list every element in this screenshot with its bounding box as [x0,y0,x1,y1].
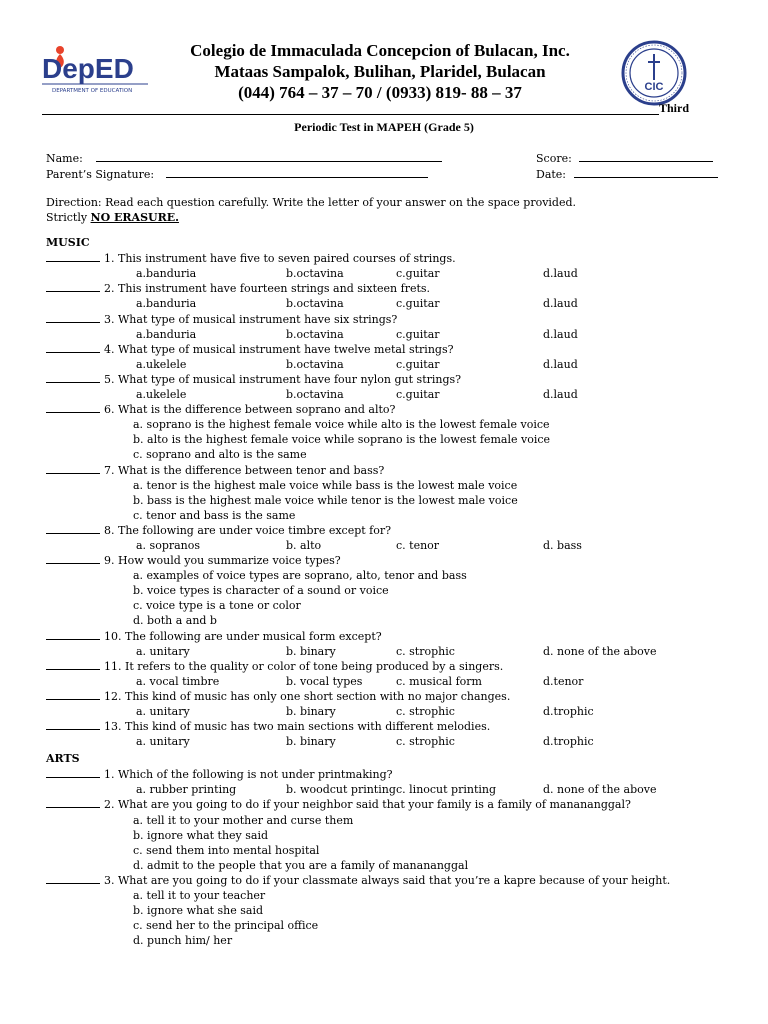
question-item [46,402,736,417]
score-line[interactable] [579,150,713,162]
svg-text:CIC: CIC [644,81,664,93]
choice-option: b.octavina [286,388,344,402]
choice-option: d. none of the above [543,783,657,797]
choice-option: d.tenor [543,674,584,688]
choice-option: b. binary [286,705,336,718]
question-text: 8. The following are under voice timbre except for? [104,523,392,537]
question-text: 6. What is the difference between soprano and alto? [104,403,396,417]
choice-option: a.banduria [136,327,197,341]
choice-option: b. vocal types [286,674,363,688]
answer-blank[interactable] [46,689,100,700]
choice-option: b. alto [286,538,322,552]
question-item [46,689,736,704]
choice-option: d. none of the above [543,644,657,658]
choice-row [46,538,736,553]
answer-blank[interactable] [46,342,100,353]
question-text: 7. What is the difference between tenor and bass? [104,463,385,477]
name-line[interactable] [96,150,442,162]
test-title: Periodic Test in MAPEH (Grade 5) [294,120,474,134]
choice-option: a. tell it to your mother and curse them [133,813,354,827]
quarter-label: Third [659,101,690,115]
choice-option: d.laud [543,267,578,281]
score-label: Score: [536,152,572,165]
parent-signature-field[interactable] [46,166,428,182]
direction-strict [46,210,736,225]
answer-blank[interactable] [46,281,100,292]
parent-signature-label: Parent’s Signature: [46,168,155,181]
answer-blank[interactable] [46,873,100,884]
choice-option: a.ukelele [136,388,187,402]
choice-row [46,644,736,659]
question-text: 1. Which of the following is not under printmaking? [104,768,393,782]
choice-option: c.guitar [396,267,440,281]
answer-blank[interactable] [46,719,100,730]
test-body [46,150,736,948]
name-score-row [46,150,736,166]
question-text: 3. What type of musical instrument have six strings? [104,312,398,326]
choice-row [46,327,736,342]
question-item [46,797,736,812]
question-item [46,251,736,266]
question-text: 2. What are you going to do if your neighbor said that your family is a family of manananggal? [104,798,631,812]
choice-option: c. strophic [396,644,455,658]
choice-option: c. send her to the principal office [133,919,319,933]
choice-option: b.octavina [286,297,344,311]
directions [46,195,736,225]
choice-option: c. strophic [396,735,455,749]
svg-text:DepED: DepED [42,53,134,84]
choice-option: b.octavina [286,327,344,341]
answer-blank[interactable] [46,312,100,323]
choice-option: d.laud [543,357,578,371]
question-text: 13. This kind of music has two main sections with different melodies. [104,720,491,734]
choice-option: b. ignore what they said [133,828,269,842]
choice-option: d.trophic [543,705,594,718]
choice-option: a. vocal timbre [136,674,220,688]
choice-option: c. strophic [396,705,455,718]
choice-option: a. examples of voice types are soprano, alto, tenor and bass [133,569,467,583]
arts-section-title: ARTS [46,752,80,766]
svg-text:DEPARTMENT OF EDUCATION: DEPARTMENT OF EDUCATION [52,88,133,94]
question-text: 11. It refers to the quality or color of tone being produced by a singers. [104,659,504,673]
question-text: 10. The following are under musical form except? [104,629,382,643]
choice-option: c. soprano and alto is the same [133,448,307,462]
choice-option: a.ukelele [136,357,187,371]
question-text: 9. How would you summarize voice types? [104,554,341,568]
document-header [0,0,768,134]
question-item [46,281,736,296]
question-text: 4. What type of musical instrument have twelve metal strings? [104,342,454,356]
question-item [46,659,736,674]
question-item [46,629,736,644]
choice-option: c. musical form [396,674,482,688]
answer-blank[interactable] [46,797,100,808]
choice-option: a. tell it to your teacher [133,889,266,903]
choice-option: b. alto is the highest female voice while soprano is the lowest female voice [133,433,551,447]
choice-option: b. binary [286,644,336,658]
choice-row [46,357,736,372]
question-item [46,767,736,782]
choice-option: d. both a and b [133,614,217,628]
choice-option: a. soprano is the highest female voice while alto is the lowest female voice [133,418,550,432]
score-field[interactable] [536,150,713,166]
choice-option: c.guitar [396,327,440,341]
choice-row [46,296,736,311]
choice-option: c.guitar [396,297,440,311]
question-text: 5. What type of musical instrument have four nylon gut strings? [104,372,462,386]
question-text: 3. What are you going to do if your classmate always said that you’re a kapre because of your height. [104,873,671,887]
choice-option: b. voice types is character of a sound or voice [133,584,389,598]
header-rule [42,114,659,115]
choice-option: b.octavina [286,267,344,281]
choice-option: d.trophic [543,735,594,749]
choice-option: d. admit to the people that you are a family of manananggal [133,858,469,872]
name-field[interactable] [46,150,442,166]
answer-blank[interactable] [46,372,100,383]
choice-option: b. binary [286,735,336,749]
answer-blank[interactable] [46,523,100,534]
choice-row [46,734,736,749]
music-questions [46,251,736,749]
question-text: 12. This kind of music has only one short section with no major changes. [104,689,511,703]
school-info [160,40,600,103]
question-item [46,312,736,327]
arts-questions [46,767,736,948]
choice-option: a.banduria [136,297,197,311]
question-item [46,372,736,387]
no-erasure-label: NO ERASURE. [90,211,179,225]
choice-option: a. unitary [136,735,190,749]
choice-option: c. tenor and bass is the same [133,508,296,522]
choice-row [46,387,736,402]
choice-option: b. ignore what she said [133,904,264,918]
choice-row [46,782,736,797]
choice-option: c. tenor [396,538,440,552]
date-field[interactable] [536,166,718,182]
question-item [46,463,736,478]
choice-option: a. unitary [136,705,190,718]
choice-option: d. punch him/ her [133,934,233,948]
question-text: 2. This instrument have fourteen strings and sixteen frets. [104,282,431,296]
choice-option: c. voice type is a tone or color [133,599,301,613]
choice-option: a. tenor is the highest male voice while bass is the lowest male voice [133,478,518,492]
question-item [46,523,736,538]
choice-option: c.guitar [396,357,440,371]
choice-option: c.guitar [396,388,440,402]
choice-option: a. sopranos [136,538,201,552]
question-item [46,342,736,357]
choice-option: b.octavina [286,357,344,371]
choice-row [46,266,736,281]
name-label: Name: [46,152,83,165]
school-name: Colegio de Immaculada Concepcion of Bulacan, Inc. [190,41,570,60]
choice-option: b. woodcut printing [286,783,396,797]
question-item [46,553,736,568]
question-text: 1. This instrument have five to seven paired courses of strings. [104,252,456,266]
parent-signature-line[interactable] [166,166,428,178]
question-item [46,873,736,888]
date-line[interactable] [574,166,718,178]
school-phone: (044) 764 – 37 – 70 / (0933) 819- 88 – 37 [238,83,522,102]
question-item [46,719,736,734]
choice-option: c. linocut printing [396,783,497,797]
choice-option: c. send them into mental hospital [133,843,320,857]
choice-option: a. rubber printing [136,783,237,797]
music-section-title: MUSIC [46,236,90,250]
choice-option: a.banduria [136,267,197,281]
answer-blank[interactable] [46,659,100,670]
choice-option: d.laud [543,388,578,402]
choice-row [46,674,736,689]
choice-row [46,704,736,719]
deped-logo [40,42,180,102]
choice-option: b. bass is the highest male voice while tenor is the lowest male voice [133,493,518,507]
answer-blank[interactable] [46,629,100,640]
answer-blank[interactable] [46,402,100,413]
school-address: Mataas Sampalok, Bulihan, Plaridel, Bulacan [214,62,546,81]
answer-blank[interactable] [46,553,100,564]
choice-option: d. bass [543,538,582,552]
choice-option: d.laud [543,327,578,341]
answer-blank[interactable] [46,767,100,778]
answer-blank[interactable] [46,463,100,474]
date-label: Date: [536,168,567,181]
answer-blank[interactable] [46,251,100,262]
choice-option: a. unitary [136,644,190,658]
direction-text: Direction: Read each question carefully. Write the letter of your answer on the space provided. [46,196,577,209]
strictly-label: Strictly [46,211,88,225]
choice-option: d.laud [543,297,578,311]
school-seal-logo [621,40,687,106]
signature-date-row [46,166,736,182]
